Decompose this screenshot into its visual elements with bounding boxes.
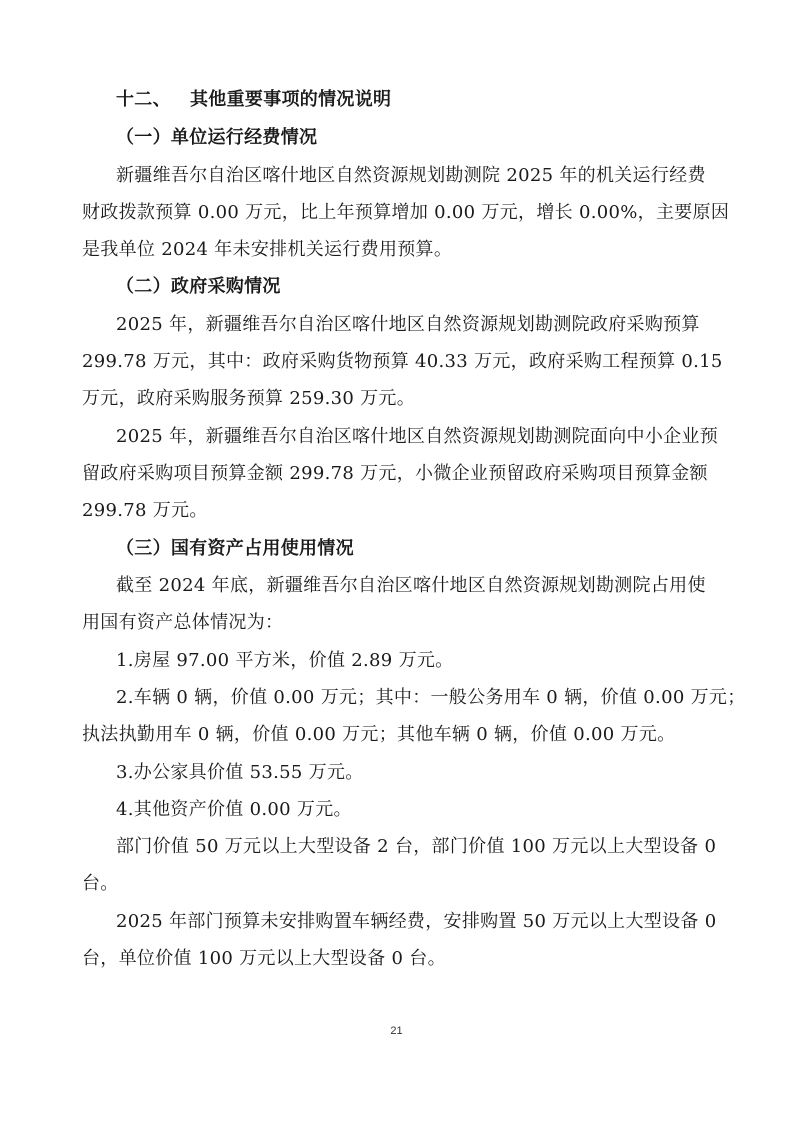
paragraph-line: 4.其他资产价值 0.00 万元。 [116,799,352,820]
paragraph-line: 台，单位价值 100 万元以上大型设备 0 台。 [82,948,446,969]
section-number: 十二、 [116,89,171,110]
paragraph-line: 新疆维吾尔自治区喀什地区自然资源规划勘测院 2025 年的机关运行经费 [116,165,706,186]
paragraph-line: 1.房屋 97.00 平方米，价值 2.89 万元。 [116,650,454,671]
paragraph-line: 万元，政府采购服务预算 259.30 万元。 [82,388,416,409]
paragraph-line: 是我单位 2024 年未安排机关运行费用预算。 [82,239,453,260]
paragraph-line: 2025 年，新疆维吾尔自治区喀什地区自然资源规划勘测院政府采购预算 [116,314,700,335]
section-heading [116,88,391,112]
paragraph-line: 台。 [82,873,119,894]
paragraph-line: 3.办公家具价值 53.55 万元。 [116,762,364,783]
paragraph-line: 2025 年部门预算未安排购置车辆经费，安排购置 50 万元以上大型设备 0 [116,911,717,932]
paragraph-line: 299.78 万元。 [82,500,208,521]
section-title: 其他重要事项的情况说明 [190,89,392,110]
paragraph-line: 执法执勤用车 0 辆，价值 0.00 万元；其他车辆 0 辆，价值 0.00 万元。 [82,724,676,745]
subsection-heading-state-assets: （三）国有资产占用使用情况 [116,538,354,559]
paragraph-line: 2025 年，新疆维吾尔自治区喀什地区自然资源规划勘测院面向中小企业预 [116,426,719,447]
subsection-heading-procurement: （二）政府采购情况 [116,276,281,297]
page-number: 21 [390,1025,403,1037]
paragraph-line: 财政拨款预算 0.00 万元，比上年预算增加 0.00 万元，增长 0.00%，主要原因 [82,202,730,223]
paragraph-line: 用国有资产总体情况为： [82,612,284,633]
paragraph-line: 2.车辆 0 辆，价值 0.00 万元；其中：一般公务用车 0 辆，价值 0.00 万元； [116,687,746,708]
paragraph-line: 留政府采购项目预算金额 299.78 万元，小微企业预留政府采购项目预算金额 [82,463,708,484]
paragraph-line: 截至 2024 年底，新疆维吾尔自治区喀什地区自然资源规划勘测院占用使 [116,575,706,596]
paragraph-line: 部门价值 50 万元以上大型设备 2 台，部门价值 100 万元以上大型设备 0 [116,836,717,857]
subsection-heading-operating-expenses: （一）单位运行经费情况 [116,127,318,148]
paragraph-line: 299.78 万元，其中：政府采购货物预算 40.33 万元，政府采购工程预算 0.15 [82,351,723,372]
